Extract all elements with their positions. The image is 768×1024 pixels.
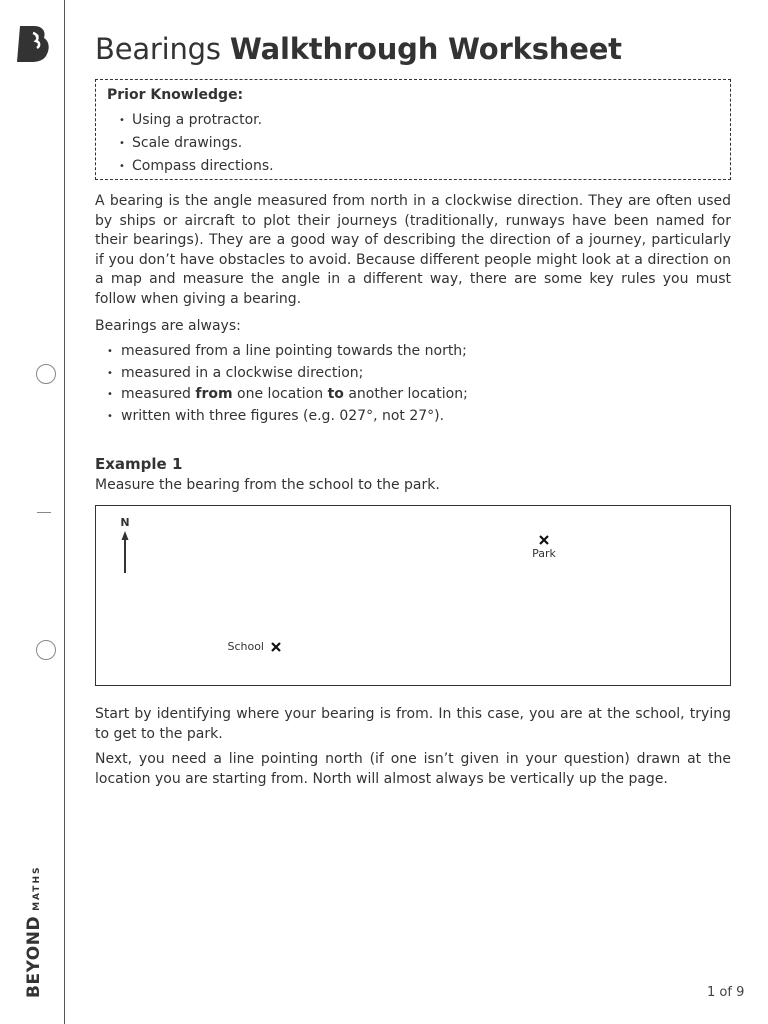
title-light: Bearings [95, 32, 221, 66]
park-label: Park [532, 547, 556, 560]
intro-paragraph: A bearing is the angle measured from north in a clockwise direction. They are often used by ships or aircraft to plot their journeys (traditionally, runways have been named for their bearings). They are a good way of describing the direction of a journey, particularly if you don’t have obstacles to avoid. Because different people might look at a direction on a map and measure the angle in a different way, there are some key rules you must follow when giving a bearing. [95, 193, 731, 307]
list-item: • Using a protractor. [119, 109, 719, 132]
beyond-logo-icon [16, 24, 50, 64]
punch-hole-upper [36, 364, 56, 384]
fold-mark [37, 512, 51, 513]
example-instruction: Measure the bearing from the school to the park. [95, 477, 440, 493]
list-item [107, 384, 743, 406]
prior-knowledge-box [95, 79, 731, 180]
bearing-rules-list [95, 341, 743, 427]
rule-to: to [327, 386, 344, 403]
explanation-paragraph-2: Next, you need a line pointing north (if one isn’t given in your question) drawn at the location you are starting from. North will almost always be vertically up the page. [95, 751, 731, 787]
example-diagram [95, 505, 731, 686]
prior-knowledge-list [107, 109, 719, 178]
rule-post: another location; [343, 386, 468, 403]
bearings-always-lead: Bearings are always: [95, 318, 241, 334]
side-brand-big: BEYOND [24, 915, 44, 998]
page-title [95, 32, 622, 66]
side-brand [24, 866, 44, 998]
prior-knowledge-heading: Prior Knowledge: [107, 87, 244, 103]
example-heading: Example 1 [95, 455, 183, 473]
list-item: • Scale drawings. [119, 132, 719, 155]
punch-hole-lower [36, 640, 56, 660]
title-bold: Walkthrough Worksheet [229, 32, 622, 66]
side-brand-small: MATHS [32, 865, 42, 911]
list-item: • written with three figures (e.g. 027°, not 27°). [107, 406, 743, 428]
list-item: • measured from a line pointing towards the north; [107, 341, 743, 363]
school-label: School [227, 640, 264, 653]
rule-mid: one location [232, 386, 328, 403]
list-item: • measured in a clockwise direction; [107, 363, 743, 385]
park-cross-icon [540, 536, 548, 544]
explanation-paragraph-1: Start by identifying where your bearing is from. In this case, you are at the school, trying to get to the park. [95, 706, 731, 742]
list-item: • Compass directions. [119, 155, 719, 178]
page-number: 1 of 9 [707, 985, 745, 1000]
school-cross-icon [272, 643, 280, 651]
north-arrow-head [122, 531, 129, 540]
rule-pre: measured [121, 386, 196, 403]
margin-line [64, 0, 65, 1024]
rule-from: from [195, 386, 233, 403]
north-label: N [120, 516, 130, 529]
